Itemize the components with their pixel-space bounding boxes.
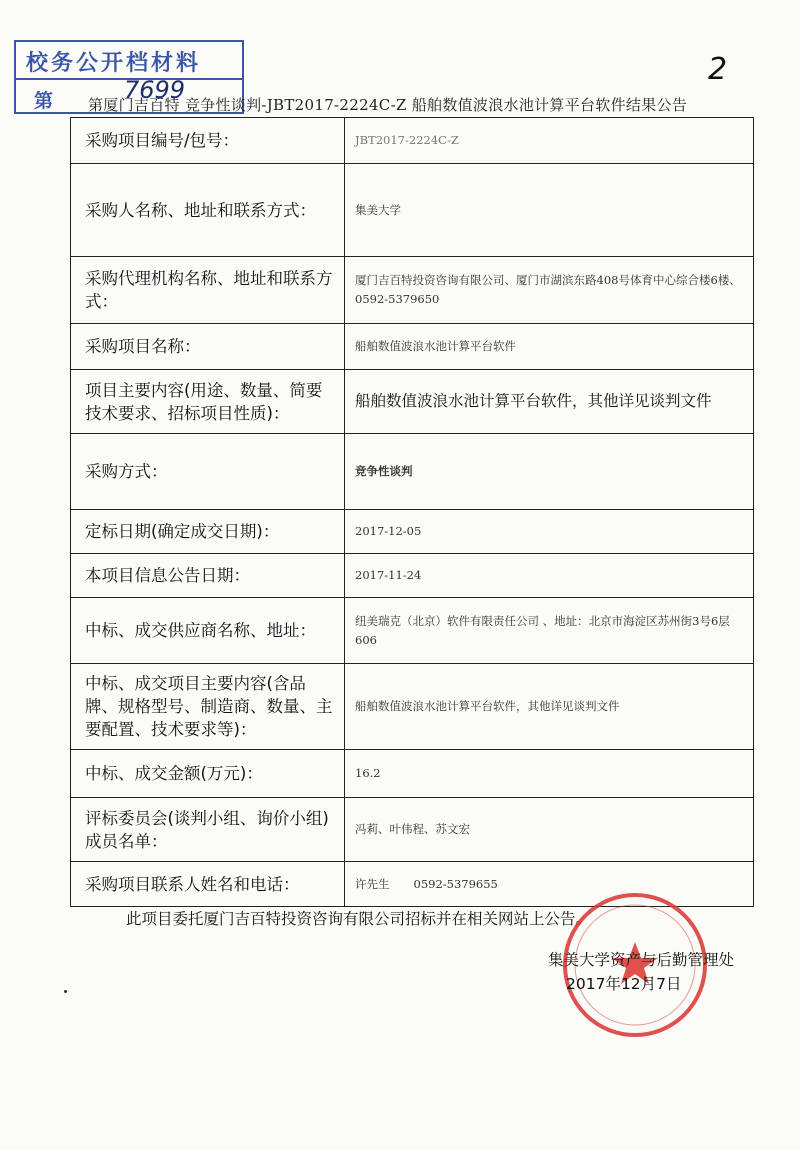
issuer-name: 集美大学资产与后勤管理处 bbox=[548, 951, 735, 969]
row-value: 集美大学 bbox=[345, 164, 754, 257]
announcement-table bbox=[70, 117, 754, 907]
footer-note: 此项目委托厦门吉百特投资咨询有限公司招标并在相关网站上公告。 bbox=[126, 910, 592, 928]
row-value: 冯莉、叶伟程、苏文宏 bbox=[345, 798, 754, 862]
row-label: 采购代理机构名称、地址和联系方式： bbox=[71, 257, 345, 324]
table-row bbox=[71, 798, 754, 862]
archive-stamp-title: 校务公开档材料 bbox=[26, 51, 202, 76]
archive-stamp-number: 7699 bbox=[124, 76, 186, 104]
row-label: 采购方式： bbox=[71, 434, 345, 510]
row-value: 2017-11-24 bbox=[345, 554, 754, 598]
row-label: 采购项目联系人姓名和电话： bbox=[71, 862, 345, 907]
row-value: 纽美瑞克（北京）软件有限责任公司 、地址：北京市海淀区苏州街3号6层606 bbox=[345, 598, 754, 664]
row-value: 船舶数值波浪水池计算平台软件，其他详见谈判文件 bbox=[345, 664, 754, 750]
row-value: 船舶数值波浪水池计算平台软件 bbox=[345, 324, 754, 370]
table-row bbox=[71, 434, 754, 510]
row-label: 采购人名称、地址和联系方式： bbox=[71, 164, 345, 257]
table-row bbox=[71, 370, 754, 434]
table-row bbox=[71, 118, 754, 164]
issue-date: 2017年12月7日 bbox=[566, 975, 682, 993]
row-value: 2017-12-05 bbox=[345, 510, 754, 554]
document-title: 第厦门吉百特 竞争性谈判-JBT2017-2224C-Z 船舶数值波浪水池计算平台软件结果公告 bbox=[88, 96, 688, 114]
row-label: 定标日期(确定成交日期)： bbox=[71, 510, 345, 554]
table-row bbox=[71, 164, 754, 257]
row-label: 中标、成交金额(万元)： bbox=[71, 750, 345, 798]
row-label: 评标委员会(谈判小组、询价小组)成员名单： bbox=[71, 798, 345, 862]
contact-name: 许先生 bbox=[355, 876, 390, 891]
row-value: 16.2 bbox=[345, 750, 754, 798]
table-row bbox=[71, 257, 754, 324]
table-row bbox=[71, 324, 754, 370]
row-label: 项目主要内容(用途、数量、简要技术要求、招标项目性质)： bbox=[71, 370, 345, 434]
row-value: JBT2017-2224C-Z bbox=[345, 118, 754, 164]
row-value: 厦门吉百特投资咨询有限公司、厦门市湖滨东路408号体育中心综合楼6楼、0592-5379650 bbox=[345, 257, 754, 324]
row-value: 竞争性谈判 bbox=[345, 434, 754, 510]
page-number-handwritten: 2 bbox=[708, 52, 728, 87]
table-row bbox=[71, 664, 754, 750]
scan-speck bbox=[64, 990, 67, 993]
row-label: 本项目信息公告日期： bbox=[71, 554, 345, 598]
table-row bbox=[71, 598, 754, 664]
row-value: 船舶数值波浪水池计算平台软件，其他详见谈判文件 bbox=[345, 370, 754, 434]
row-label: 中标、成交项目主要内容(含品牌、规格型号、制造商、数量、主要配置、技术要求等)： bbox=[71, 664, 345, 750]
table-row bbox=[71, 510, 754, 554]
contact-phone: 0592-5379655 bbox=[413, 876, 498, 891]
row-label: 中标、成交供应商名称、地址： bbox=[71, 598, 345, 664]
archive-stamp-prefix: 第 bbox=[34, 90, 54, 112]
table-row bbox=[71, 554, 754, 598]
row-label: 采购项目名称： bbox=[71, 324, 345, 370]
table-row bbox=[71, 750, 754, 798]
row-label: 采购项目编号/包号： bbox=[71, 118, 345, 164]
